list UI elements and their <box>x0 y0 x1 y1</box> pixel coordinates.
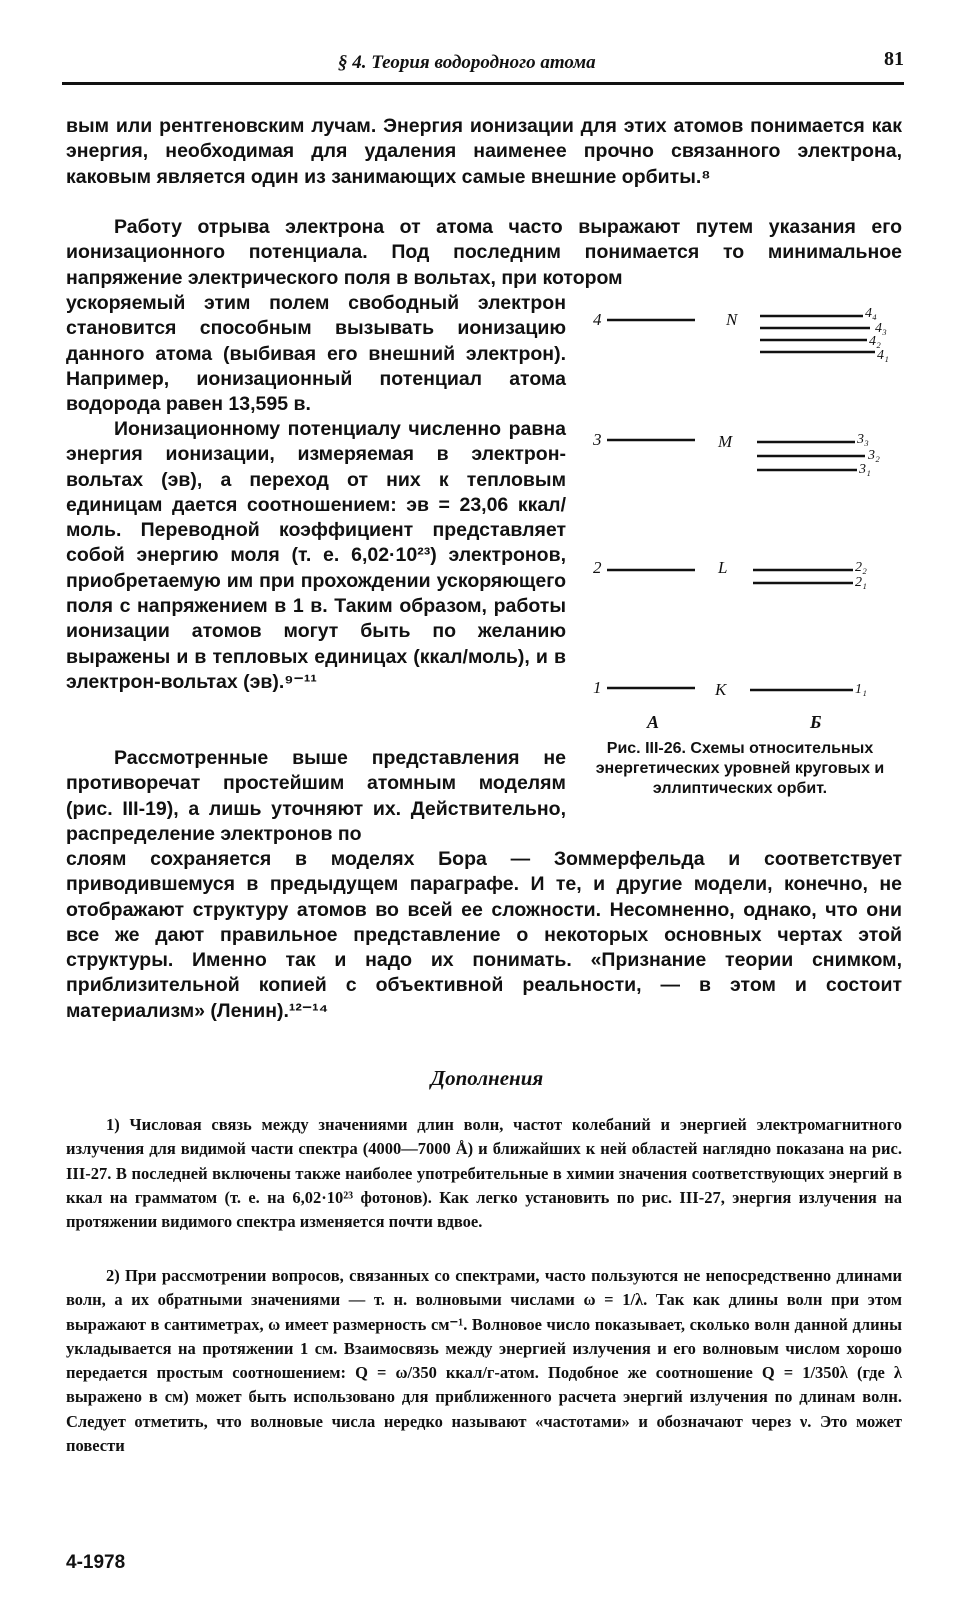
paragraph-4-narrow: Рассмотренные выше представления не противоречат простейшим атомным моделям (рис. III-19), а лишь уточняют их. Действительно, распределение электронов по <box>66 747 566 845</box>
sublevel-label-4-3: 4₃ <box>875 321 887 336</box>
supplement-title: Дополнения <box>430 1066 544 1090</box>
sublevel-label-4-4: 4₄ <box>865 306 877 321</box>
supplement-item-1: 1) Числовая связь между значениями длин волн, частот колебаний и энергией электромагнитного излучения для видимой части спектра (4000—7000 Å) и ближайших к ней областей наглядно показана на рис. III-27. В последней включены также наиболее употребительные в химии значения соответствующих энергий в ккал на грамматом (т. е. на 6,02·10²³ фотонов). Как легко установить по рис. III-27, энергия излучения на протяжении видимого спектра изменяется почти вдвое. <box>66 1115 902 1232</box>
paragraph-2-narrow: ускоряемый этим полем свободный электрон становится способным вызывать ионизацию данного атома (выбивая его внешний электрон). Например, ионизационный потенциал атома водорода равен 13,595 в. <box>66 292 566 416</box>
sublevel-label-3-3: 3₃ <box>857 432 869 447</box>
running-title: § 4. Теория водородного атома <box>338 52 596 73</box>
shell-label-k: K <box>715 680 727 699</box>
printer-signature: 4-1978 <box>66 1552 126 1573</box>
supplement-item-2: 2) При рассмотрении вопросов, связанных со спектрами, часто пользуются не непосредственно длинами волн, а их обратными значениями — т. н. волновыми числами ω = 1/λ. Так как длины волн при этом выражают в сантиметрах, ω имеет размерность см⁻¹. Волновое число показывает, сколько волн данной длины укладывается на протяжении 1 см. Взаимосвязь между энергией излучения и его волновым числом хорошо передается простым соотношением: Q = ω/350 ккал/г-атом. Подобное же соотношение Q = 1/350λ (где λ выражено в см) может быть использовано для приближенного расчета энергий излучения по длинам волн. Следует отметить, что волновые числа нередко называют «частотами» и обозначают через ν. Это может повести <box>66 1266 902 1456</box>
level-label-a-4: 4 <box>593 310 602 329</box>
level-label-a-1: 1 <box>593 678 602 697</box>
energy-level-diagram <box>585 290 905 730</box>
shell-label-n: N <box>726 310 738 329</box>
figure-caption: Рис. III-26. Схемы относительных энергетических уровней круговых и эллиптических орбит. <box>595 740 885 797</box>
sublevel-label-2-1: 2₁ <box>855 575 867 590</box>
header-rule <box>62 82 904 85</box>
sublevel-label-4-1: 4₁ <box>877 348 889 363</box>
shell-label-m: M <box>718 432 733 451</box>
level-label-a-2: 2 <box>593 558 602 577</box>
sublevel-label-1-1: 1₁ <box>855 682 867 697</box>
paragraph-1: вым или рентгеновским лучам. Энергия ионизации для этих атомов понимается как энергия, необходимая для удаления наименее прочно связанного электрона, каковым является один из занимающих самые внешние орбиты.⁸ <box>66 115 902 188</box>
shell-label-l: L <box>718 558 728 577</box>
column-label-a: А <box>647 712 660 732</box>
level-label-a-3: 3 <box>593 430 602 449</box>
sublevel-label-4-2: 4₂ <box>869 334 881 349</box>
sublevel-label-2-2: 2₂ <box>855 560 867 575</box>
paragraph-4-full: слоям сохраняется в моделях Бора — Зоммерфельда и соответствует приводившемуся в предыдущем параграфе. И те, и другие модели, конечно, не отображают структуру атомов во всей ее сложности. Несомненно, однако, что они все же дают правильное представление о некоторых основных чертах этой структуры. Именно так и надо их понимать. «Признание теории снимком, приблизительной копией с объективной реальности, — в этом и состоит материализм» (Ленин).¹²⁻¹⁴ <box>66 848 902 1022</box>
sublevel-label-3-1: 3₁ <box>859 462 871 477</box>
column-label-b: Б <box>810 712 822 732</box>
energy-level-figure <box>585 290 905 830</box>
page-number: 81 <box>884 48 904 70</box>
sublevel-label-3-2: 3₂ <box>868 448 880 463</box>
paragraph-2-full: Работу отрыва электрона от атома часто выражают путем указания его ионизационного потенциала. Под последним понимается то минимальное напряжение электрического поля в вольтах, при котором <box>66 216 902 289</box>
paragraph-3: Ионизационному потенциалу численно равна энергия ионизации, измеряемая в электрон-вольтах (эв), а переход от них к тепловым единицам дается соотношением: эв = 23,06 ккал/моль. Переводной коэффициент представляет собой энергию моля (т. е. 6,02·10²³) электронов, приобретаемую им при прохождении ускоряющего поля с напряжением в 1 в. Таким образом, работы ионизации атомов могут быть по желанию выражены и в тепловых единицах (ккал/моль), и в электрон-вольтах (эв).⁹⁻¹¹ <box>66 418 566 693</box>
